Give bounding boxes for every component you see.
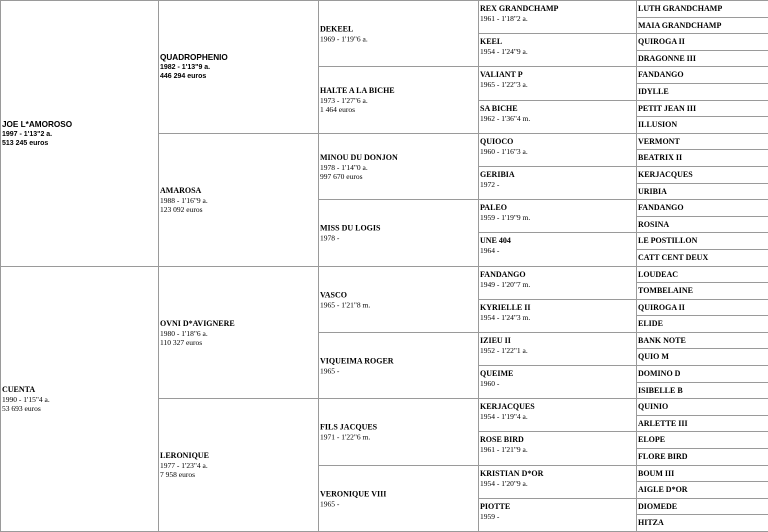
gen5-ancestor-cell[interactable] (636, 116, 768, 134)
gen4-ancestor-cell[interactable] (478, 133, 638, 167)
gen4-ancestor-cell[interactable] (478, 199, 638, 233)
gen5-ancestor-cell[interactable] (636, 249, 768, 267)
gen5-ancestor-cell[interactable] (636, 133, 768, 150)
horse-record: 1997 - 1'13"2 a. (2, 130, 53, 138)
horse-name: ELOPE (638, 435, 666, 444)
horse-name: ILLUSION (638, 120, 678, 129)
horse-name: VALIANT P (480, 70, 523, 79)
horse-record: 1971 - 1'22"6 m. (320, 432, 371, 442)
horse-name: AMAROSA (160, 186, 202, 195)
horse-name: IDYLLE (638, 87, 669, 96)
horse-earnings: 446 294 euros (160, 73, 207, 80)
horse-name: DOMINO D (638, 369, 681, 378)
grandparent-cell[interactable] (158, 0, 319, 134)
horse-record: 1965 - 1'22"3 a. (480, 80, 528, 89)
gen4-ancestor-cell[interactable] (478, 498, 638, 532)
gen4-ancestor-cell[interactable] (478, 166, 638, 200)
dam-cell[interactable] (0, 266, 160, 532)
gen4-ancestor-cell[interactable] (478, 431, 638, 466)
horse-record: 1988 - 1'16"9 a. (160, 196, 208, 205)
gen4-ancestor-cell[interactable] (478, 398, 638, 432)
gen4-ancestor-cell[interactable] (478, 232, 638, 267)
horse-name: PETIT JEAN III (638, 103, 697, 113)
great-grandparent-cell[interactable] (318, 133, 479, 200)
horse-record: 1978 - (320, 233, 340, 243)
horse-name: MINOU DU DONJON (320, 152, 398, 162)
horse-name: CUENTA (2, 385, 36, 394)
horse-earnings: 1 464 euros (320, 105, 355, 114)
horse-record: 1960 - (480, 379, 500, 388)
gen5-ancestor-cell[interactable] (636, 266, 768, 283)
horse-name: MAIA GRANDCHAMP (638, 20, 722, 30)
horse-name: QUADROPHENIO (160, 53, 228, 62)
gen4-ancestor-cell[interactable] (478, 266, 638, 300)
horse-record: 1978 - 1'14"0 a. (320, 162, 368, 172)
horse-earnings: 123 092 euros (160, 205, 203, 214)
horse-record: 1977 - 1'23"4 a. (160, 461, 208, 470)
horse-name: KEEL (480, 37, 503, 46)
horse-name: ARLETTE III (638, 418, 688, 428)
horse-name: FANDANGO (480, 270, 526, 279)
horse-name: DIOMEDE (638, 501, 678, 511)
horse-name: VERMONT (638, 136, 680, 146)
gen4-ancestor-cell[interactable] (478, 299, 638, 333)
gen4-ancestor-cell[interactable] (478, 365, 638, 399)
horse-name: PALEO (480, 203, 507, 212)
horse-name: IZIEU II (480, 336, 511, 345)
great-grandparent-cell[interactable] (318, 266, 479, 333)
gen5-ancestor-cell[interactable] (636, 448, 768, 466)
gen5-ancestor-cell[interactable] (636, 282, 768, 300)
horse-name: ROSE BIRD (480, 435, 524, 444)
gen5-ancestor-cell[interactable] (636, 33, 768, 51)
grandparent-cell[interactable] (158, 398, 319, 532)
great-grandparent-cell[interactable] (318, 66, 479, 134)
horse-record: 1972 - (480, 180, 500, 189)
gen5-ancestor-cell[interactable] (636, 149, 768, 167)
gen4-ancestor-cell[interactable] (478, 66, 638, 101)
horse-record: 1980 - 1'18"6 a. (160, 328, 208, 338)
horse-name: HITZA (638, 518, 664, 527)
horse-name: KRISTIAN D*OR (480, 469, 544, 478)
gen5-ancestor-cell[interactable] (636, 232, 768, 250)
horse-name: HALTE A LA BICHE (320, 86, 395, 95)
great-grandparent-cell[interactable] (318, 0, 479, 67)
horse-record: 1964 - (480, 246, 500, 255)
horse-record: 1965 - (320, 366, 340, 375)
horse-name: QUIOCO (480, 137, 514, 146)
horse-record: 1954 - 1'24"3 m. (480, 313, 531, 322)
gen5-ancestor-cell[interactable] (636, 83, 768, 101)
horse-name: QUINIO (638, 402, 669, 411)
horse-name: DRAGONNE III (638, 53, 697, 63)
horse-record: 1954 - 1'24"9 a. (480, 47, 528, 56)
horse-name: QUIROGA II (638, 37, 685, 46)
horse-name: ELIDE (638, 319, 663, 328)
horse-name: QUEIME (480, 369, 514, 378)
horse-earnings: 110 327 euros (160, 337, 203, 347)
horse-record: 1959 - 1'19"9 m. (480, 213, 531, 222)
gen5-ancestor-cell[interactable] (636, 498, 768, 515)
horse-record: 1952 - 1'22"1 a. (480, 346, 528, 355)
horse-name: AIGLE D*OR (638, 485, 688, 494)
great-grandparent-cell[interactable] (318, 398, 479, 466)
horse-name: KERJACQUES (638, 170, 693, 179)
gen5-ancestor-cell[interactable] (636, 50, 768, 67)
gen5-ancestor-cell[interactable] (636, 315, 768, 333)
gen5-ancestor-cell[interactable] (636, 348, 768, 366)
gen4-ancestor-cell[interactable] (478, 100, 638, 134)
horse-name: MISS DU LOGIS (320, 223, 381, 233)
horse-record: 1961 - 1'21"9 a. (480, 445, 528, 454)
horse-name: BOUM III (638, 468, 675, 478)
horse-record: 1965 - 1'21"8 m. (320, 300, 371, 309)
horse-name: QUIROGA II (638, 302, 685, 312)
horse-name: JOE L*AMOROSO (2, 119, 73, 129)
sire-cell[interactable] (0, 0, 160, 267)
gen5-ancestor-cell[interactable] (636, 382, 768, 399)
horse-name: LE POSTILLON (638, 236, 698, 245)
horse-record: 1949 - 1'20"7 m. (480, 280, 531, 289)
gen4-ancestor-cell[interactable] (478, 0, 638, 34)
horse-record: 1969 - 1'19"6 a. (320, 34, 368, 43)
horse-record: 1960 - 1'16"3 a. (480, 147, 528, 156)
horse-name: ROSINA (638, 219, 670, 229)
horse-name: FILS JACQUES (320, 422, 378, 432)
gen4-ancestor-cell[interactable] (478, 332, 638, 366)
gen5-ancestor-cell[interactable] (636, 166, 768, 184)
horse-name: DEKEEL (320, 24, 354, 33)
horse-record: 1959 - (480, 512, 500, 521)
horse-name: REX GRANDCHAMP (480, 4, 559, 13)
gen5-ancestor-cell[interactable] (636, 299, 768, 316)
gen5-ancestor-cell[interactable] (636, 0, 768, 18)
horse-record: 1961 - 1'18"2 a. (480, 14, 528, 23)
horse-name: LERONIQUE (160, 451, 209, 460)
gen5-ancestor-cell[interactable] (636, 398, 768, 416)
horse-name: QUIO M (638, 352, 669, 361)
horse-earnings: 53 693 euros (2, 404, 41, 413)
horse-record: 1990 - 1'15"4 a. (2, 395, 50, 404)
great-grandparent-cell[interactable] (318, 332, 479, 399)
horse-name: VIQUEIMA ROGER (320, 356, 394, 365)
horse-name: SA BICHE (480, 104, 518, 113)
gen4-ancestor-cell[interactable] (478, 465, 638, 499)
horse-record: 1954 - 1'20"9 a. (480, 479, 528, 488)
gen5-ancestor-cell[interactable] (636, 199, 768, 217)
horse-record: 1965 - (320, 499, 340, 508)
horse-earnings: 997 670 euros (320, 171, 363, 181)
horse-name: FANDANGO (638, 203, 684, 212)
horse-name: BANK NOTE (638, 335, 686, 345)
horse-record: 1982 - 1'13"9 a. (160, 64, 211, 71)
gen5-ancestor-cell[interactable] (636, 183, 768, 200)
great-grandparent-cell[interactable] (318, 465, 479, 532)
gen5-ancestor-cell[interactable] (636, 365, 768, 383)
horse-name: BEATRIX II (638, 153, 683, 162)
horse-name: OVNI D*AVIGNERE (160, 318, 235, 328)
horse-name: VERONIQUE VIII (320, 489, 387, 498)
gen5-ancestor-cell[interactable] (636, 100, 768, 117)
gen5-ancestor-cell[interactable] (636, 17, 768, 34)
gen5-ancestor-cell[interactable] (636, 332, 768, 349)
horse-name: TOMBELAINE (638, 286, 693, 295)
horse-name: LUTH GRANDCHAMP (638, 4, 723, 13)
gen5-ancestor-cell[interactable] (636, 514, 768, 532)
horse-name: LOUDEAC (638, 269, 679, 279)
horse-name: ISIBELLE B (638, 385, 683, 395)
horse-name: GERIBIA (480, 170, 515, 179)
grandparent-cell[interactable] (158, 133, 319, 267)
horse-name: FANDANGO (638, 70, 684, 79)
horse-name: URIBIA (638, 186, 667, 196)
gen5-ancestor-cell[interactable] (636, 431, 768, 449)
horse-name: VASCO (320, 290, 347, 299)
horse-name: UNE 404 (480, 236, 511, 245)
gen5-ancestor-cell[interactable] (636, 66, 768, 84)
horse-name: CATT CENT DEUX (638, 253, 709, 262)
horse-earnings: 513 245 euros (2, 139, 49, 147)
horse-name: PIOTTE (480, 502, 511, 511)
horse-record: 1962 - 1'36"4 m. (480, 114, 531, 123)
horse-name: KYRIELLE II (480, 303, 531, 312)
horse-name: FLORE BIRD (638, 452, 688, 461)
gen5-ancestor-cell[interactable] (636, 415, 768, 432)
horse-earnings: 7 958 euros (160, 470, 195, 479)
horse-name: KERJACQUES (480, 402, 535, 411)
grandparent-cell[interactable] (158, 266, 319, 399)
horse-record: 1973 - 1'27"6 a. (320, 96, 368, 105)
gen5-ancestor-cell[interactable] (636, 481, 768, 499)
great-grandparent-cell[interactable] (318, 199, 479, 267)
horse-record: 1954 - 1'19"4 a. (480, 412, 528, 421)
gen4-ancestor-cell[interactable] (478, 33, 638, 67)
gen5-ancestor-cell[interactable] (636, 465, 768, 482)
gen5-ancestor-cell[interactable] (636, 216, 768, 233)
